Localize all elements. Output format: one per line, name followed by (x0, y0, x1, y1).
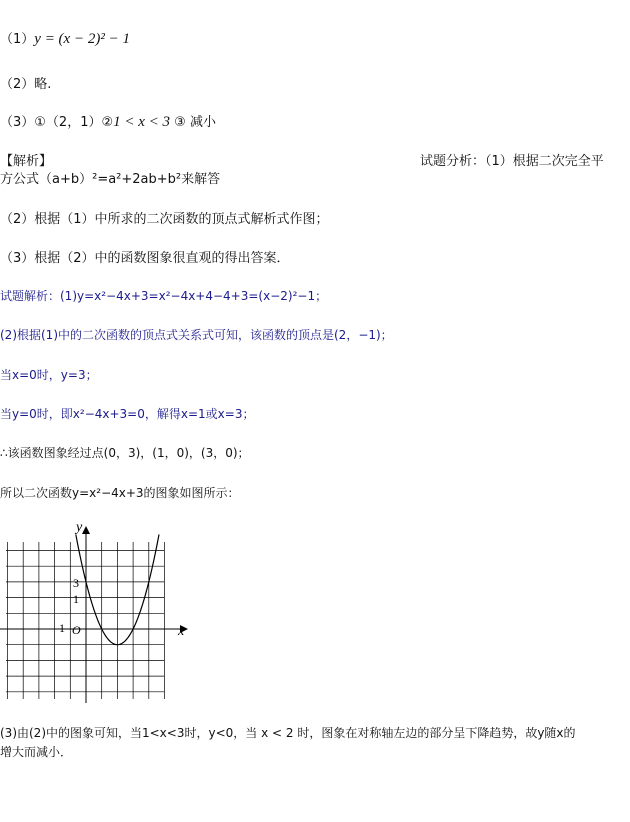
tick-label-x-minus1: -1 (55, 621, 65, 635)
solution-line-5: ∴该函数图象经过点(0，3)，(1，0)，(3，0)； (0, 446, 250, 460)
answer-3-inequality: 1 < x < 3 (113, 114, 171, 130)
origin-label: O (72, 623, 81, 637)
y-axis-arrow (82, 526, 90, 534)
solution-line-6: 所以二次函数y=x²−4x+3的图象如图所示： (0, 486, 240, 500)
answer-2: （2）略. (0, 77, 52, 92)
solution-line-7: (3)由(2)中的图象可知，当1<x<3时，y<0，当 x < 2 时，图象在对称轴左边的部分呈下降趋势，故y随x的 (0, 726, 576, 740)
answer-3 (0, 111, 216, 131)
solution-line-8: 增大而减小． (0, 745, 73, 759)
y-axis-label: y (76, 520, 83, 535)
parabola-graph (0, 515, 200, 705)
graph-grid (6, 542, 165, 699)
solution-line-4: 当y=0时，即x²−4x+3=0，解得x=1或x=3； (0, 407, 255, 421)
analysis-step-3: （3）根据（2）中的函数图象很直观的得出答案． (0, 251, 290, 266)
answer-1 (0, 28, 130, 48)
answer-1-number: （1） (0, 32, 35, 47)
answer-1-expression: y = (x − 2)² − 1 (34, 31, 130, 47)
answer-3-suffix: ③ 减小 (174, 115, 216, 130)
analysis-intro: 试题分析：（1）根据二次完全平 (420, 154, 604, 169)
tick-label-y3: 3 (73, 576, 79, 590)
solution-line-2: (2)根据(1)中的二次函数的顶点式关系式可知，该函数的顶点是(2，−1)； (0, 328, 393, 342)
analysis-formula: 方公式（a+b）²=a²+2ab+b²来解答 (0, 172, 221, 187)
solution-line-1: 试题解析：(1)y=x²−4x+3=x²−4x+4−4+3=(x−2)²−1； (0, 289, 328, 303)
analysis-step-2: （2）根据（1）中所求的二次函数的顶点式解析式作图； (0, 212, 329, 227)
solution-line-3: 当x=0时，y=3； (0, 368, 98, 382)
analysis-heading: 【解析】 (0, 154, 53, 169)
tick-label-y1: 1 (73, 592, 79, 606)
x-axis-label: x (178, 624, 185, 639)
answer-3-prefix: （3）①（2，1）② (0, 115, 114, 130)
